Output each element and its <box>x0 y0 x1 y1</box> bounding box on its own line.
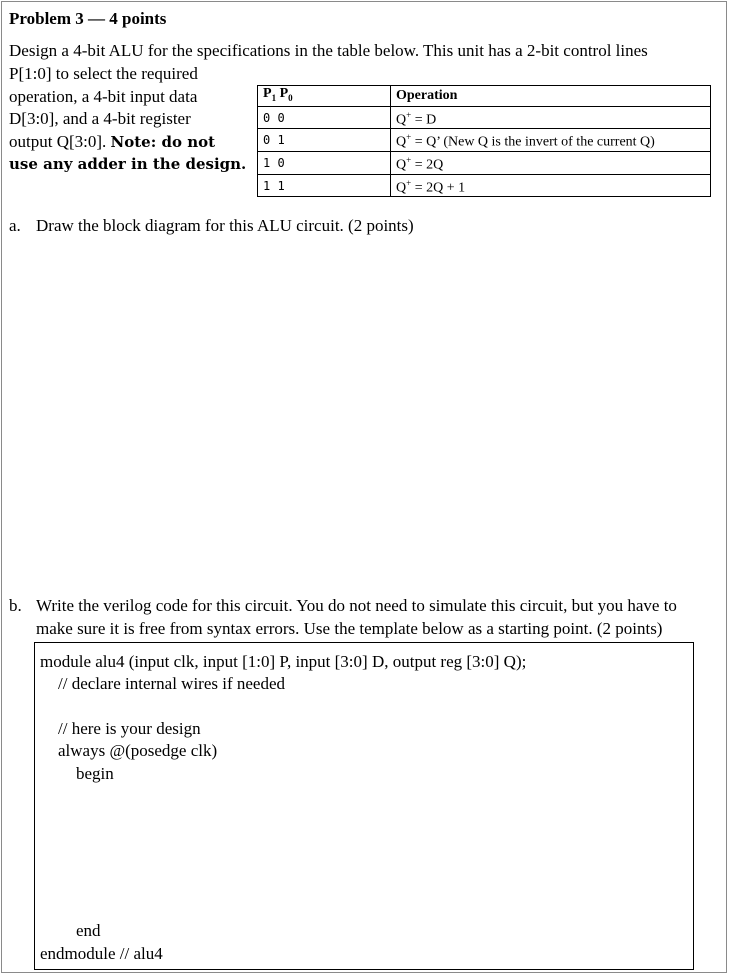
code-endmodule: endmodule // alu4 <box>40 944 163 963</box>
description-line-2: operation, a 4-bit input data <box>9 86 198 106</box>
problem-intro-line: Design a 4-bit ALU for the specifications in the table below. This unit has a 2-bit control lines <box>9 41 648 60</box>
output-prefix: output Q[3:0]. <box>9 131 111 151</box>
description-line-4 <box>9 131 249 154</box>
part-b-line-1 <box>9 594 721 617</box>
control-code: 1 1 <box>258 174 391 197</box>
code-comment-wires: // declare internal wires if needed <box>58 674 286 693</box>
part-b-question <box>9 594 721 640</box>
description-line-5 <box>9 153 249 176</box>
note-part-2: use any adder in the design. <box>9 155 247 173</box>
operation-header: Operation <box>391 86 711 107</box>
part-a-question <box>9 216 414 236</box>
code-begin: begin <box>76 764 114 783</box>
part-b-text-1: Write the verilog code for this circuit. You do not need to simulate this circuit, but you have to <box>36 596 677 615</box>
note-part-1: Note: do not <box>110 132 216 151</box>
code-end: end <box>76 921 101 940</box>
code-module-decl: module alu4 (input clk, input [1:0] P, input [3:0] D, output reg [3:0] Q); <box>40 652 527 671</box>
table-row <box>258 106 711 129</box>
code-always-line: always @(posedge clk) <box>58 741 218 760</box>
table-header-row <box>258 86 711 107</box>
table-row <box>258 174 711 197</box>
code-comment-design: // here is your design <box>58 719 201 738</box>
operation-cell: Q+ = 2Q + 1 <box>391 174 711 197</box>
description-line-1: P[1:0] to select the required <box>9 64 198 83</box>
control-header: $P_1$ $P_0$ <box>258 86 391 107</box>
operation-table <box>257 85 711 197</box>
description-line-3: D[3:0], and a 4-bit register <box>9 109 191 128</box>
part-b-label: b. <box>9 596 22 615</box>
problem-description <box>9 63 249 176</box>
part-a-label: a. <box>9 216 21 235</box>
control-code: 0 1 <box>258 129 391 152</box>
table-row <box>258 152 711 175</box>
table-row <box>258 129 711 152</box>
verilog-code-box[interactable] <box>34 642 694 970</box>
control-code: 1 0 <box>258 152 391 175</box>
control-code: 0 0 <box>258 106 391 129</box>
operation-cell: Q+ = D <box>391 106 711 129</box>
problem-title: Problem 3 — 4 points <box>9 9 167 28</box>
part-a-text: Draw the block diagram for this ALU circuit. (2 points) <box>36 216 414 235</box>
operation-cell: Q+ = 2Q <box>391 152 711 175</box>
operation-cell: Q+ = Q’ (New Q is the invert of the current Q) <box>391 129 711 152</box>
part-b-line-2: make sure it is free from syntax errors. Use the template below as a starting point. (2 points) <box>36 619 663 638</box>
